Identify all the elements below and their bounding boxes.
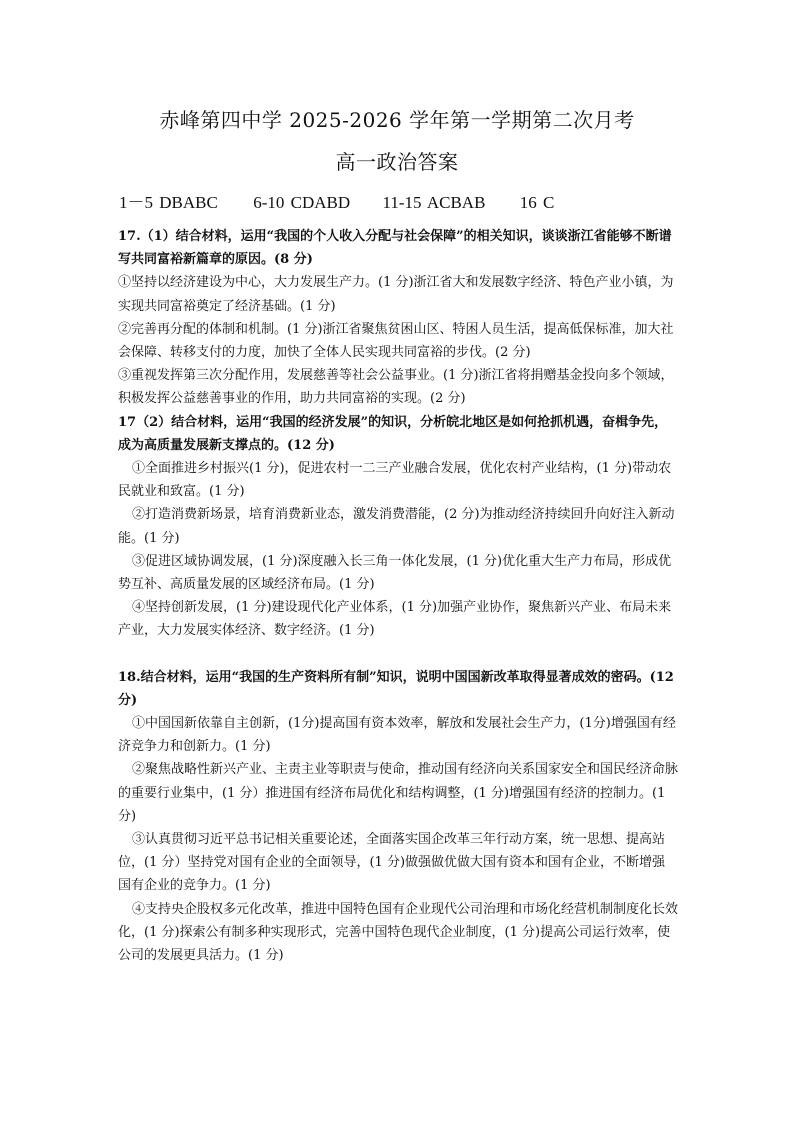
choice-answer-group: 16 C [519,193,555,212]
question-17-2: 17（2）结合材料，运用“我国的经济发展”的知识，分析皖北地区是如何抢抓机遇，奋楫争先，成为高质量发展新支撑点的。(12 分) [118,414,668,453]
answer-point: ③认真贯彻习近平总书记相关重要论述，全面落实国企改革三年行动方案，统一思想、提高站位，(1 分）坚持党对国有企业的全面领导，(1 分)做强做优做大国有资本和国有企业，不断增强国有企业的竞争力。(1 分) [118,832,666,894]
answer-point: ①坚持以经济建设为中心，大力发展生产力。(1 分)浙江省大和发展数字经济、特色产业小镇，为实现共同富裕奠定了经济基础。(1 分) [118,275,674,314]
choice-answers [119,188,554,213]
answer-content [118,225,678,967]
answer-point: ③重视发挥第三次分配作用，发展慈善等社会公益事业。(1 分)浙江省将捐赠基金投向多个领域，积极发挥公益慈善事业的作用，助力共同富裕的实现。(2 分) [118,368,674,407]
answer-point: ③促进区域协调发展，(1 分)深度融入长三角一体化发展，(1 分)优化重大生产力布局，形成优势互补、高质量发展的区域经济布局。(1 分) [118,553,672,593]
section-gap [118,643,678,666]
answer-point: ①中国国新依靠自主创新，(1分)提高国有资本效率，解放和发展社会生产力，(1分)增强国有经济竞争力和创新力。(1 分) [118,716,676,755]
choice-answer-group: 6-10 CDABD [253,193,351,212]
answer-point: ②完善再分配的体制和机制。(1 分)浙江省聚焦贫困山区、特困人员生活，提高低保标准，加大社会保障、转移支付的力度，加快了全体人民实现共同富裕的步伐。(2 分) [118,321,674,361]
choice-answer-group: 11-15 ACBAB [382,193,486,212]
document-title: 赤峰第四中学 2025-2026 学年第一学期第二次月考 [159,108,635,132]
answer-point: ④坚持创新发展，(1 分)建设现代化产业体系，(1 分)加强产业协作，聚焦新兴产业、布局未来产业，大力发展实体经济、数字经济。(1 分) [118,600,672,639]
document-subtitle: 高一政治答案 [335,150,459,174]
answer-point: ①全面推进乡村振兴(1 分)，促进农村一二三产业融合发展，优化农村产业结构，(1 分)带动农民就业和致富。(1 分) [118,461,672,500]
answer-point: ②打造消费新场景，培育消费新业态，激发消费潜能，(2 分)为推动经济持续回升向好注入新动能。(1 分) [118,507,675,546]
question-17-1: 17.（1）结合材料，运用“我国的个人收入分配与社会保障”的相关知识，谈谈浙江省能够不断谱写共同富裕新篇章的原因。(8 分) [118,229,672,268]
answer-point: ②聚焦战略性新兴产业、主责主业等职责与使命，推动国有经济向关系国家安全和国民经济命脉的重要行业集中，(1 分）推进国有经济布局优化和结构调整，(1 分)增强国有经济的控制力。(1 分) [118,762,679,824]
choice-answer-group: 1－5 DBABC [119,193,218,212]
question-18: 18.结合材料，运用“我国的生产资料所有制”知识，说明中国国新改革取得显著成效的密码。(12 分) [118,669,674,708]
answer-point: ④支持央企股权多元化改革，推进中国特色国有企业现代公司治理和市场化经营机制制度化长效化，(1 分)探索公有制多种实现形式，完善中国特色现代企业制度，(1 分)提高公司运行效率，使公司的发展更具活力。(1 分) [118,901,679,964]
